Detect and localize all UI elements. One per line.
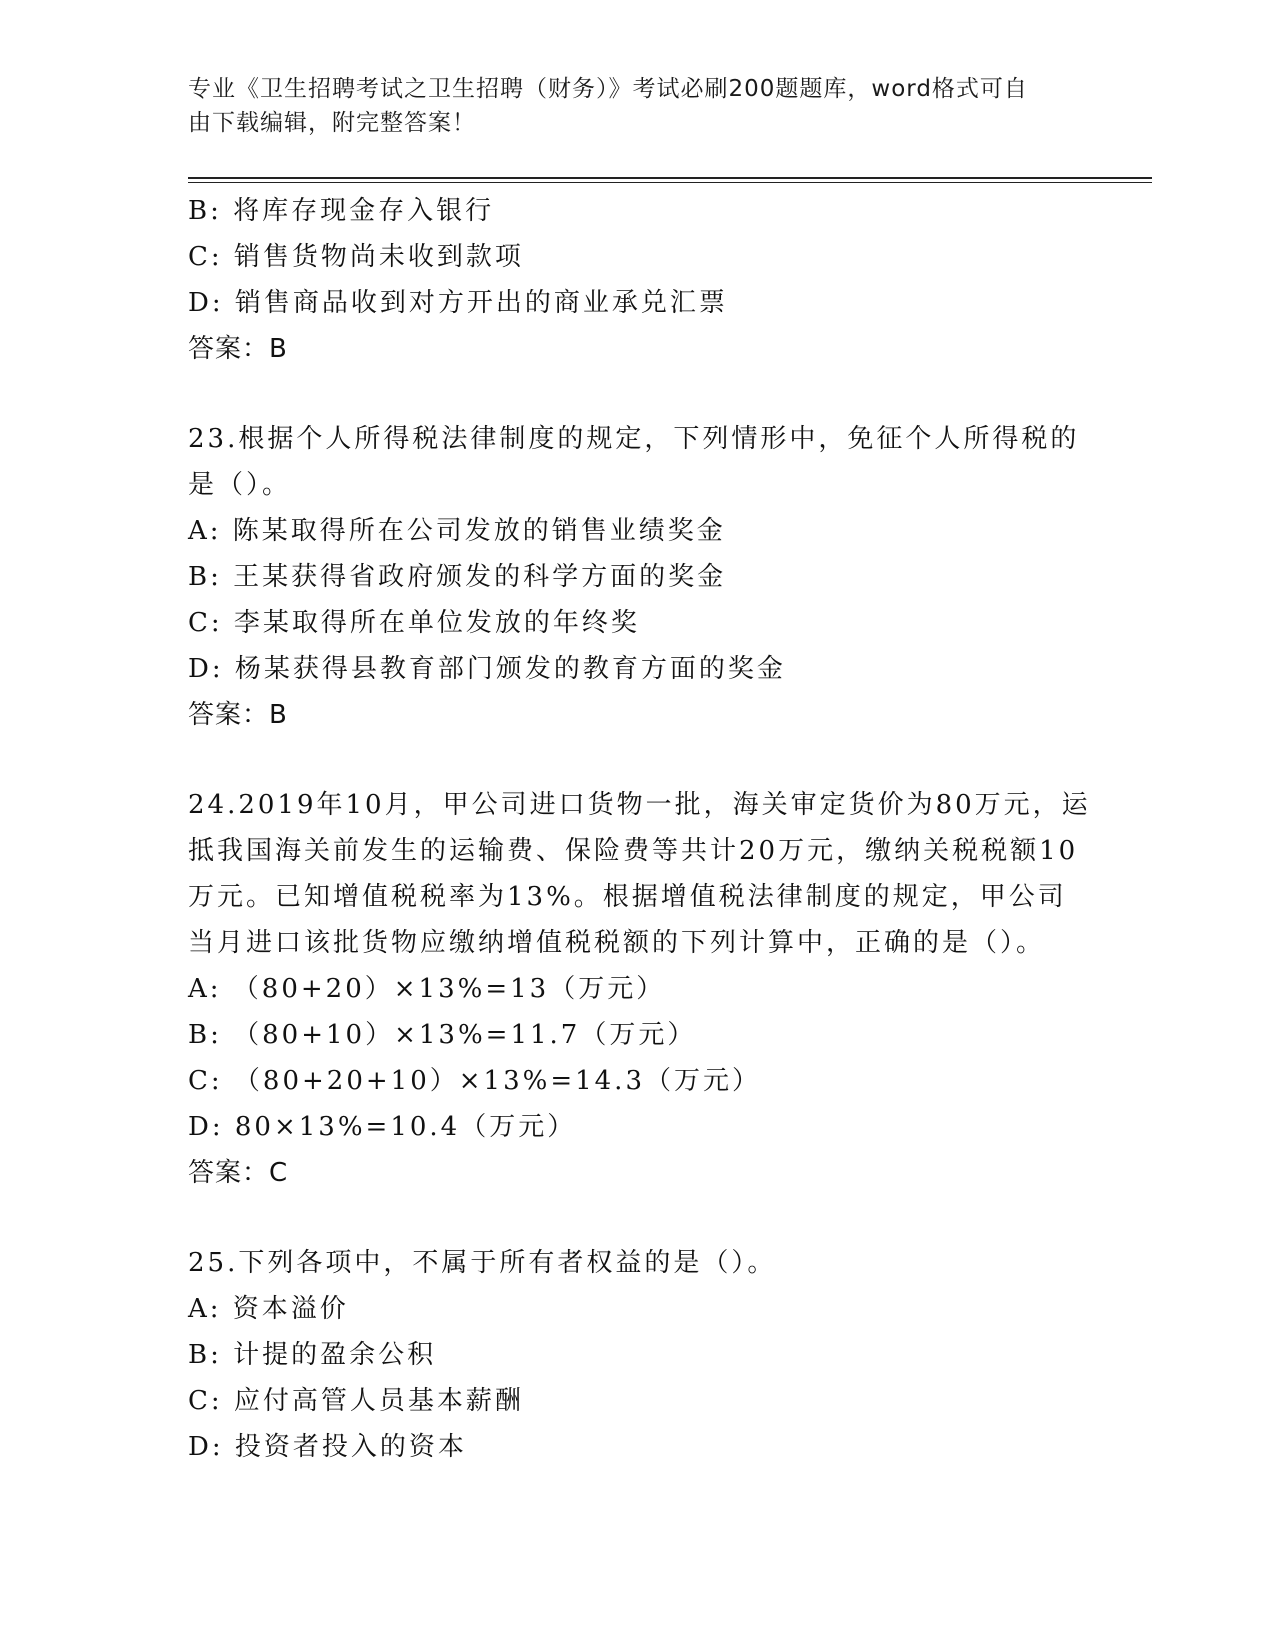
header-line-2: 由下载编辑，附完整答案！ xyxy=(188,110,476,136)
header-rule-thick xyxy=(188,177,1152,179)
question-stem-line: 是（）。 xyxy=(188,470,292,500)
option-d: D: 杨某获得县教育部门颁发的教育方面的奖金 xyxy=(188,654,786,684)
option-c: C: （80+20+10）×13%=14.3（万元） xyxy=(188,1066,761,1096)
spacer xyxy=(188,372,1108,416)
option-b: B: 将库存现金存入银行 xyxy=(188,196,495,226)
question-stem-line: 24.2019年10月，甲公司进口货物一批，海关审定货价为80万元，运 xyxy=(188,790,1091,820)
answer-line: 答案：B xyxy=(188,700,288,730)
option-d: D: 投资者投入的资本 xyxy=(188,1432,467,1462)
answer-line: 答案：C xyxy=(188,1158,289,1188)
answer-line: 答案：B xyxy=(188,334,288,364)
question-list xyxy=(188,188,1108,1470)
option-c: C: 应付高管人员基本薪酬 xyxy=(188,1386,524,1416)
option-c: C: 销售货物尚未收到款项 xyxy=(188,242,524,272)
option-b: B: （80+10）×13%=11.7（万元） xyxy=(188,1020,697,1050)
option-d: D: 80×13%=10.4（万元） xyxy=(188,1112,577,1142)
question-22-tail xyxy=(188,188,1108,372)
option-c: C: 李某取得所在单位发放的年终奖 xyxy=(188,608,640,638)
option-b: B: 计提的盈余公积 xyxy=(188,1340,437,1370)
question-stem-line: 25.下列各项中，不属于所有者权益的是（）。 xyxy=(188,1248,777,1278)
question-25 xyxy=(188,1240,1108,1470)
option-d: D: 销售商品收到对方开出的商业承兑汇票 xyxy=(188,288,728,318)
header-rule-thin xyxy=(188,182,1152,183)
question-stem-line: 抵我国海关前发生的运输费、保险费等共计20万元，缴纳关税税额10 xyxy=(188,836,1079,866)
option-a: A: 陈某取得所在公司发放的销售业绩奖金 xyxy=(188,516,726,546)
option-b: B: 王某获得省政府颁发的科学方面的奖金 xyxy=(188,562,727,592)
spacer xyxy=(188,1196,1108,1240)
document-header xyxy=(188,72,1088,140)
question-23 xyxy=(188,416,1108,738)
question-24 xyxy=(188,782,1108,1196)
header-line-1: 专业《卫生招聘考试之卫生招聘（财务）》考试必刷200题题库，word格式可自 xyxy=(188,76,1028,102)
question-stem-line: 万元。已知增值税税率为13%。根据增值税法律制度的规定，甲公司 xyxy=(188,882,1067,912)
option-a: A: 资本溢价 xyxy=(188,1294,349,1324)
question-stem-line: 当月进口该批货物应缴纳增值税税额的下列计算中，正确的是（）。 xyxy=(188,928,1046,958)
option-a: A: （80+20）×13%=13（万元） xyxy=(188,974,666,1004)
spacer xyxy=(188,738,1108,782)
question-stem-line: 23.根据个人所得税法律制度的规定，下列情形中，免征个人所得税的 xyxy=(188,424,1080,454)
